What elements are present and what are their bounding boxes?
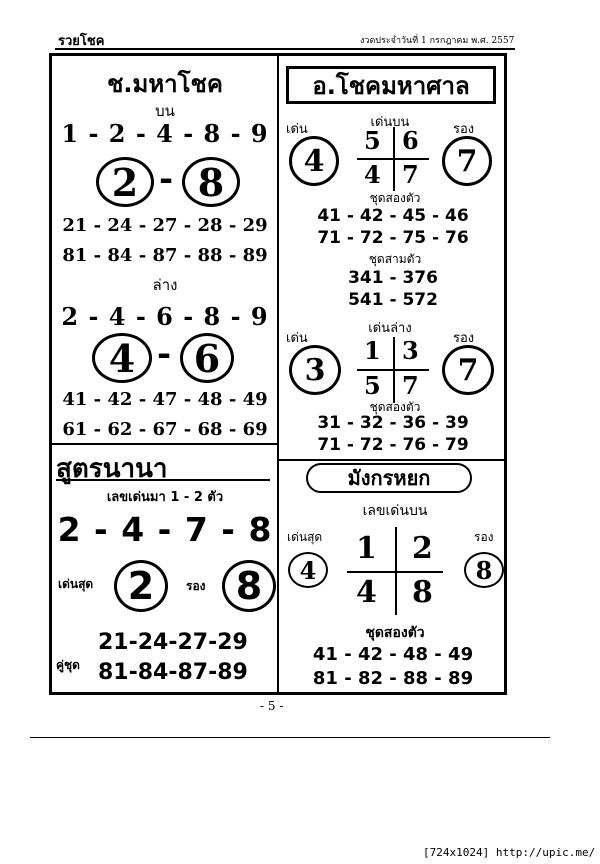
upper-second-circle: 7 [442, 136, 492, 186]
upper-second-label: รอง [453, 122, 475, 137]
lower-row-1: 41 - 42 - 47 - 48 - 49 [62, 389, 268, 410]
section-title-left-bottom: สูตรนานา [56, 454, 168, 484]
lower-grid-cell: 7 [402, 371, 420, 400]
lower-second-label: รอง [453, 331, 475, 346]
issue-date: งวดประจำวันที่ 1 กรกฎาคม พ.ศ. 2557 [360, 36, 515, 46]
image-credit: [724x1024] http://upic.me/ [423, 846, 596, 859]
pairs-row-2: 81-84-87-89 [98, 660, 248, 685]
upper-two-digit-label: ชุดสองตัว [369, 191, 421, 205]
second-label: รอง [186, 579, 206, 593]
bottom-rule [30, 737, 550, 738]
lower-two-digit-row-2: 71 - 72 - 76 - 79 [317, 435, 469, 455]
right-bottom-two-digit-label: ชุดสองตัว [365, 625, 425, 641]
right-bottom-grid-cell: 8 [412, 575, 433, 610]
right-section-divider [279, 459, 507, 461]
publication-name: รวยโชค [58, 34, 105, 49]
section-title-right-top: อ.โชคมหาศาล [286, 66, 496, 104]
pairs-row-1: 21-24-27-29 [98, 630, 248, 655]
left-bottom-subtitle: เลขเด่นมา 1 - 2 ตัว [106, 490, 224, 505]
upper-two-digit-row-2: 71 - 72 - 75 - 76 [317, 228, 469, 248]
right-bottom-grid-cell: 1 [356, 531, 377, 566]
lower-label: ล่าง [152, 276, 178, 294]
lower-circle-1: 4 [92, 333, 152, 383]
lower-two-digit-label: ชุดสองตัว [369, 400, 421, 414]
upper-two-digit-row-1: 41 - 42 - 45 - 46 [317, 206, 469, 226]
right-bottom-subtitle: เลขเด่นบน [362, 503, 428, 519]
right-bottom-second-label: รอง [474, 530, 494, 544]
lower-row-2: 61 - 62 - 67 - 68 - 69 [62, 419, 268, 440]
second-circle: 8 [222, 560, 276, 612]
header-rule [55, 48, 515, 50]
three-digit-label: ชุดสามตัว [368, 252, 422, 266]
section-title-right-bottom: มังกรหยก [306, 463, 472, 493]
lower-grid-cell: 1 [364, 336, 382, 365]
right-bottom-grid-cell: 4 [356, 575, 377, 610]
lower-center-label: เด่นล่าง [368, 321, 412, 336]
upper-label: บน [155, 102, 175, 120]
upper-grid-cell: 4 [364, 160, 382, 189]
section-title-left-top: ช.มหาโชค [107, 70, 223, 98]
right-bottom-grid-hline [347, 571, 443, 573]
right-bottom-row-1: 41 - 42 - 48 - 49 [312, 644, 474, 665]
right-bottom-second-circle: 8 [464, 552, 504, 588]
lower-grid-cell: 5 [364, 371, 382, 400]
lower-circle-2: 6 [180, 333, 234, 383]
right-bottom-grid-cell: 2 [412, 531, 433, 566]
upper-row-1: 21 - 24 - 27 - 28 - 29 [62, 215, 268, 236]
upper-circle-1: 2 [96, 157, 154, 207]
upper-leading-label: เด่น [286, 122, 308, 137]
lower-numbers: 2 - 4 - 6 - 8 - 9 [61, 302, 269, 331]
left-section-divider [49, 443, 279, 445]
upper-circle-dash: - [159, 159, 174, 199]
upper-circle-2: 8 [182, 157, 240, 207]
lower-circle-dash: - [157, 334, 172, 374]
pairs-label: คู่ชุด [56, 658, 80, 672]
left-bottom-numbers: 2 - 4 - 7 - 8 [57, 510, 273, 549]
lower-grid-cell: 3 [402, 336, 420, 365]
lower-second-circle: 7 [442, 345, 494, 395]
column-divider [277, 53, 279, 695]
leading-circle: 2 [114, 560, 168, 612]
page-number: - 5 - [260, 699, 284, 713]
lower-leading-label: เด่น [286, 331, 308, 346]
right-bottom-leading-circle: 4 [288, 552, 328, 588]
lower-leading-circle: 3 [289, 345, 341, 395]
three-digit-row-1: 341 - 376 [348, 268, 438, 288]
upper-grid-cell: 6 [402, 126, 420, 155]
upper-numbers: 1 - 2 - 4 - 8 - 9 [61, 119, 269, 148]
upper-center-label: เด่นบน [370, 115, 410, 130]
lower-two-digit-row-1: 31 - 32 - 36 - 39 [317, 413, 469, 433]
title-underline [56, 479, 270, 481]
right-bottom-row-2: 81 - 82 - 88 - 89 [312, 668, 474, 689]
leading-label: เด่นสุด [58, 577, 94, 591]
right-bottom-leading-label: เด่นสุด [287, 530, 323, 544]
upper-grid-cell: 5 [364, 126, 382, 155]
upper-row-2: 81 - 84 - 87 - 88 - 89 [62, 245, 268, 266]
three-digit-row-2: 541 - 572 [348, 290, 438, 310]
upper-grid-cell: 7 [402, 160, 420, 189]
upper-leading-circle: 4 [289, 136, 339, 186]
